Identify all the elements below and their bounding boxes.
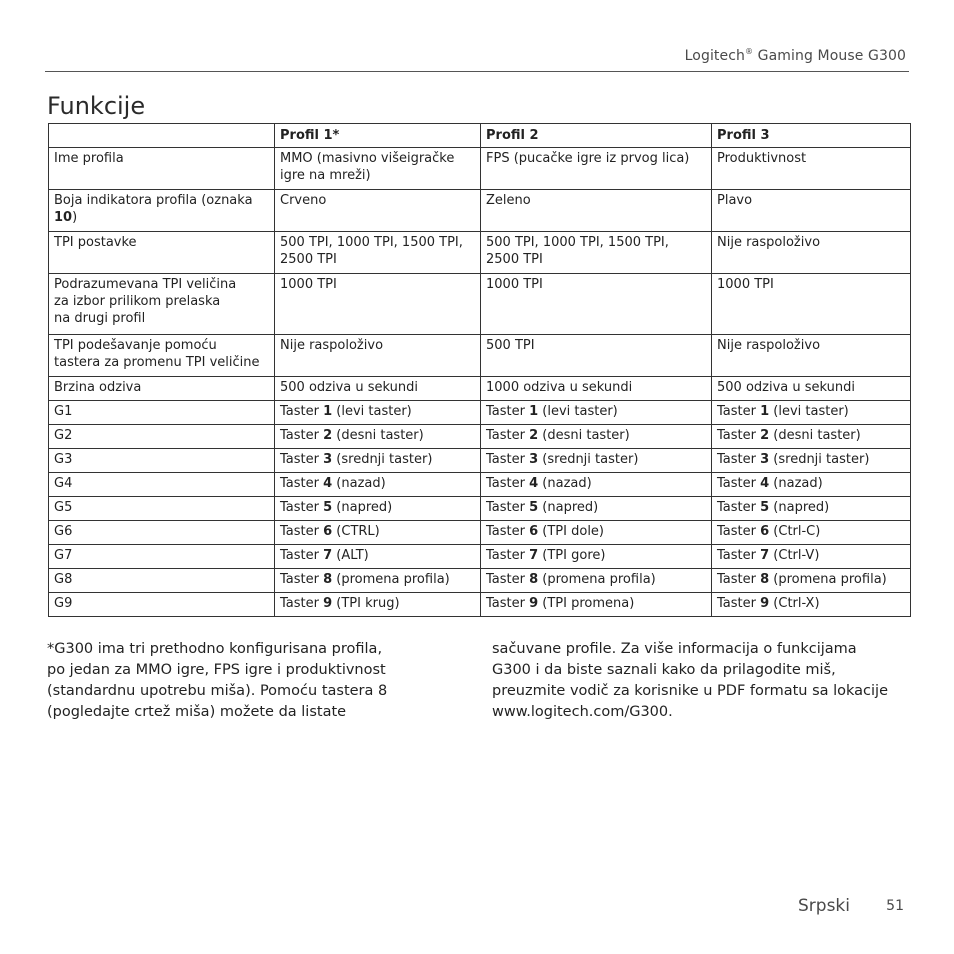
table-cell: 1000 TPI bbox=[481, 274, 712, 335]
footnote-line: po jedan za MMO igre, FPS igre i produktivnost bbox=[47, 662, 386, 678]
button-prefix: Taster bbox=[280, 596, 324, 611]
button-id-cell: G2 bbox=[49, 425, 275, 449]
button-number: 4 bbox=[529, 476, 539, 491]
button-id-cell: G8 bbox=[49, 569, 275, 593]
button-prefix: Taster bbox=[717, 548, 761, 563]
button-prefix: Taster bbox=[486, 476, 530, 491]
button-assignment-cell bbox=[275, 593, 481, 617]
button-prefix: Taster bbox=[486, 524, 530, 539]
table-row bbox=[49, 593, 911, 617]
callout-number: 10 bbox=[54, 210, 73, 225]
button-assignment-cell bbox=[481, 569, 712, 593]
button-id-cell: G3 bbox=[49, 449, 275, 473]
button-assignment-cell bbox=[712, 449, 911, 473]
button-id-cell: G5 bbox=[49, 497, 275, 521]
footnote-right-column bbox=[492, 639, 922, 723]
button-assignment-cell bbox=[275, 425, 481, 449]
button-number: 5 bbox=[760, 500, 770, 515]
button-prefix: Taster bbox=[486, 548, 530, 563]
table-row bbox=[49, 274, 911, 335]
table-cell: MMO (masivno višeigračke igre na mreži) bbox=[275, 148, 481, 190]
button-prefix: Taster bbox=[486, 500, 530, 515]
table-cell: 500 TPI bbox=[481, 335, 712, 377]
button-number: 9 bbox=[760, 596, 770, 611]
table-cell: Produktivnost bbox=[712, 148, 911, 190]
column-header bbox=[49, 124, 275, 148]
row-label-line: za izbor prilikom prelaska bbox=[54, 294, 221, 309]
button-id-cell: G6 bbox=[49, 521, 275, 545]
button-number: 3 bbox=[323, 452, 333, 467]
header-product: Gaming Mouse G300 bbox=[753, 48, 906, 64]
button-number: 2 bbox=[760, 428, 770, 443]
table-cell: FPS (pucačke igre iz prvog lica) bbox=[481, 148, 712, 190]
button-function: (TPI krug) bbox=[332, 596, 400, 611]
button-number: 2 bbox=[529, 428, 539, 443]
button-prefix: Taster bbox=[717, 404, 761, 419]
running-header bbox=[685, 47, 906, 64]
button-number: 6 bbox=[529, 524, 539, 539]
button-number: 6 bbox=[323, 524, 333, 539]
row-label-text: Boja indikatora profila (oznaka bbox=[54, 193, 253, 208]
button-function: (Ctrl-X) bbox=[769, 596, 820, 611]
button-assignment-cell bbox=[275, 497, 481, 521]
column-header: Profil 2 bbox=[481, 124, 712, 148]
table-row bbox=[49, 473, 911, 497]
table-row bbox=[49, 449, 911, 473]
footnote-left-column bbox=[47, 639, 467, 723]
footnote-line: sačuvane profile. Za više informacija o funkcijama bbox=[492, 641, 857, 657]
footnote-line: preuzmite vodič za korisnike u PDF formatu sa lokacije bbox=[492, 683, 888, 699]
header-divider bbox=[45, 71, 909, 72]
table-cell: Plavo bbox=[712, 190, 911, 232]
button-prefix: Taster bbox=[717, 428, 761, 443]
button-number: 3 bbox=[760, 452, 770, 467]
button-assignment-cell bbox=[481, 497, 712, 521]
button-assignment-cell bbox=[275, 449, 481, 473]
button-assignment-cell bbox=[275, 473, 481, 497]
button-assignment-cell bbox=[275, 545, 481, 569]
button-function: (desni taster) bbox=[538, 428, 630, 443]
row-label bbox=[49, 190, 275, 232]
button-prefix: Taster bbox=[280, 452, 324, 467]
row-label-text: ) bbox=[72, 210, 78, 225]
table-cell: Nije raspoloživo bbox=[712, 335, 911, 377]
footnote-line: (pogledajte crtež miša) možete da listate bbox=[47, 704, 347, 720]
table-row bbox=[49, 425, 911, 449]
table-row bbox=[49, 521, 911, 545]
button-number: 6 bbox=[760, 524, 770, 539]
page-title: Funkcije bbox=[47, 92, 146, 120]
button-number: 7 bbox=[529, 548, 539, 563]
table-row bbox=[49, 335, 911, 377]
button-number: 1 bbox=[760, 404, 770, 419]
button-assignment-cell bbox=[712, 425, 911, 449]
table-cell: 1000 TPI bbox=[275, 274, 481, 335]
button-prefix: Taster bbox=[280, 524, 324, 539]
button-number: 8 bbox=[323, 572, 333, 587]
button-prefix: Taster bbox=[717, 500, 761, 515]
button-assignment-cell bbox=[481, 473, 712, 497]
table-row bbox=[49, 232, 911, 274]
button-assignment-cell bbox=[481, 521, 712, 545]
button-function: (napred) bbox=[538, 500, 599, 515]
row-label-line: Podrazumevana TPI veličina bbox=[54, 277, 237, 292]
button-number: 9 bbox=[323, 596, 333, 611]
footnote-line: www.logitech.com/G300. bbox=[492, 704, 673, 720]
button-function: (nazad) bbox=[538, 476, 592, 491]
button-prefix: Taster bbox=[717, 476, 761, 491]
row-label-line: tastera za promenu TPI veličine bbox=[54, 355, 260, 370]
table-row bbox=[49, 148, 911, 190]
button-function: (napred) bbox=[332, 500, 393, 515]
button-assignment-cell bbox=[712, 497, 911, 521]
button-assignment-cell bbox=[712, 401, 911, 425]
button-number: 3 bbox=[529, 452, 539, 467]
button-prefix: Taster bbox=[486, 572, 530, 587]
button-assignment-cell bbox=[712, 593, 911, 617]
button-assignment-cell bbox=[275, 521, 481, 545]
button-function: (srednji taster) bbox=[769, 452, 870, 467]
button-function: (levi taster) bbox=[538, 404, 618, 419]
button-number: 7 bbox=[760, 548, 770, 563]
table-row bbox=[49, 377, 911, 401]
row-label bbox=[49, 274, 275, 335]
button-number: 5 bbox=[529, 500, 539, 515]
row-label: TPI postavke bbox=[49, 232, 275, 274]
button-function: (promena profila) bbox=[769, 572, 887, 587]
button-prefix: Taster bbox=[717, 596, 761, 611]
footer-language: Srpski bbox=[798, 896, 850, 916]
button-number: 4 bbox=[760, 476, 770, 491]
button-function: (Ctrl-V) bbox=[769, 548, 820, 563]
button-assignment-rows bbox=[49, 401, 911, 617]
button-number: 1 bbox=[529, 404, 539, 419]
button-function: (desni taster) bbox=[332, 428, 424, 443]
button-assignment-cell bbox=[481, 401, 712, 425]
table-cell: Zeleno bbox=[481, 190, 712, 232]
button-function: (nazad) bbox=[332, 476, 386, 491]
table-cell: 500 odziva u sekundi bbox=[712, 377, 911, 401]
button-function: (promena profila) bbox=[332, 572, 450, 587]
button-assignment-cell bbox=[712, 569, 911, 593]
button-id-cell: G9 bbox=[49, 593, 275, 617]
table-row bbox=[49, 545, 911, 569]
row-label-line: TPI podešavanje pomoću bbox=[54, 338, 217, 353]
column-header: Profil 3 bbox=[712, 124, 911, 148]
button-id-cell: G7 bbox=[49, 545, 275, 569]
button-function: (TPI gore) bbox=[538, 548, 606, 563]
button-prefix: Taster bbox=[717, 572, 761, 587]
button-prefix: Taster bbox=[717, 524, 761, 539]
table-cell: 500 TPI, 1000 TPI, 1500 TPI, 2500 TPI bbox=[481, 232, 712, 274]
button-prefix: Taster bbox=[280, 428, 324, 443]
header-brand: Logitech bbox=[684, 48, 746, 64]
button-function: (promena profila) bbox=[538, 572, 656, 587]
button-number: 4 bbox=[323, 476, 333, 491]
button-number: 7 bbox=[323, 548, 333, 563]
footnote-line: G300 i da biste saznali kako da prilagodite miš, bbox=[492, 662, 836, 678]
button-assignment-cell bbox=[275, 401, 481, 425]
button-number: 9 bbox=[529, 596, 539, 611]
table-cell: 1000 odziva u sekundi bbox=[481, 377, 712, 401]
button-assignment-cell bbox=[481, 425, 712, 449]
table-cell: 1000 TPI bbox=[712, 274, 911, 335]
button-prefix: Taster bbox=[486, 404, 530, 419]
button-assignment-cell bbox=[481, 449, 712, 473]
row-label: Brzina odziva bbox=[49, 377, 275, 401]
registered-mark: ® bbox=[745, 47, 754, 56]
row-label bbox=[49, 335, 275, 377]
button-function: (desni taster) bbox=[769, 428, 861, 443]
button-prefix: Taster bbox=[280, 404, 324, 419]
footnote-line: (standardnu upotrebu miša). Pomoću tastera 8 bbox=[47, 683, 388, 699]
button-prefix: Taster bbox=[280, 500, 324, 515]
table-cell: Nije raspoloživo bbox=[712, 232, 911, 274]
button-function: (levi taster) bbox=[332, 404, 412, 419]
button-prefix: Taster bbox=[486, 596, 530, 611]
button-number: 1 bbox=[323, 404, 333, 419]
row-label-line: na drugi profil bbox=[54, 311, 146, 326]
button-function: (napred) bbox=[769, 500, 830, 515]
button-function: (nazad) bbox=[769, 476, 823, 491]
table-cell: Nije raspoloživo bbox=[275, 335, 481, 377]
button-number: 2 bbox=[323, 428, 333, 443]
button-assignment-cell bbox=[712, 473, 911, 497]
button-function: (ALT) bbox=[332, 548, 369, 563]
footnote-line: *G300 ima tri prethodno konfigurisana profila, bbox=[47, 641, 383, 657]
column-header: Profil 1* bbox=[275, 124, 481, 148]
table-row bbox=[49, 569, 911, 593]
button-function: (TPI promena) bbox=[538, 596, 635, 611]
table-row bbox=[49, 401, 911, 425]
table-cell: 500 TPI, 1000 TPI, 1500 TPI, 2500 TPI bbox=[275, 232, 481, 274]
button-assignment-cell bbox=[275, 569, 481, 593]
features-table bbox=[48, 123, 911, 617]
button-prefix: Taster bbox=[486, 428, 530, 443]
button-prefix: Taster bbox=[486, 452, 530, 467]
button-assignment-cell bbox=[712, 521, 911, 545]
button-assignment-cell bbox=[481, 545, 712, 569]
button-number: 8 bbox=[760, 572, 770, 587]
button-number: 5 bbox=[323, 500, 333, 515]
table-row bbox=[49, 497, 911, 521]
button-prefix: Taster bbox=[280, 476, 324, 491]
button-id-cell: G4 bbox=[49, 473, 275, 497]
button-function: (srednji taster) bbox=[332, 452, 433, 467]
table-cell: 500 odziva u sekundi bbox=[275, 377, 481, 401]
button-prefix: Taster bbox=[280, 548, 324, 563]
button-id-cell: G1 bbox=[49, 401, 275, 425]
button-function: (Ctrl-C) bbox=[769, 524, 821, 539]
button-function: (levi taster) bbox=[769, 404, 849, 419]
table-header-row bbox=[49, 124, 911, 148]
button-assignment-cell bbox=[712, 545, 911, 569]
button-prefix: Taster bbox=[717, 452, 761, 467]
table-row bbox=[49, 190, 911, 232]
button-number: 8 bbox=[529, 572, 539, 587]
button-function: (srednji taster) bbox=[538, 452, 639, 467]
table-cell: Crveno bbox=[275, 190, 481, 232]
row-label: Ime profila bbox=[49, 148, 275, 190]
page-number: 51 bbox=[886, 898, 904, 914]
button-prefix: Taster bbox=[280, 572, 324, 587]
button-function: (CTRL) bbox=[332, 524, 380, 539]
button-function: (TPI dole) bbox=[538, 524, 604, 539]
button-assignment-cell bbox=[481, 593, 712, 617]
